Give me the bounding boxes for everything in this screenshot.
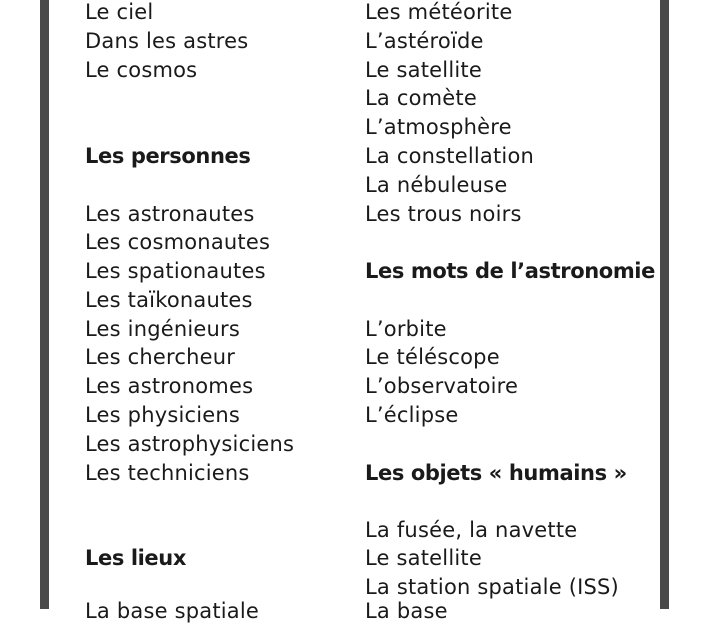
- list-item: Les physiciens: [85, 403, 241, 427]
- list-item: Les trous noirs: [365, 202, 522, 226]
- section-heading-places: Les lieux: [85, 546, 186, 570]
- list-item: L’orbite: [365, 317, 447, 341]
- section-heading-human-objects: Les objets « humains »: [365, 461, 627, 485]
- list-item: Les taïkonautes: [85, 288, 253, 312]
- list-item: La station spatiale (ISS): [365, 575, 619, 599]
- list-item: Les spationautes: [85, 259, 266, 283]
- list-item: L’atmosphère: [365, 115, 512, 139]
- list-item: L’astéroïde: [365, 29, 484, 53]
- list-item: La nébuleuse: [365, 173, 508, 197]
- list-item: Les astronautes: [85, 202, 255, 226]
- list-item: La constellation: [365, 144, 535, 168]
- list-item: Le cosmos: [85, 58, 198, 82]
- list-item: L’observatoire: [365, 374, 519, 398]
- list-item: La base spatiale: [85, 599, 260, 623]
- section-heading-people: Les personnes: [85, 144, 251, 168]
- list-item: La base: [365, 599, 448, 623]
- list-item: L’éclipse: [365, 403, 459, 427]
- list-item: Les astronomes: [85, 374, 254, 398]
- list-item: Les ingénieurs: [85, 317, 241, 341]
- list-item: La fusée, la navette: [365, 518, 578, 542]
- list-item: Le ciel: [85, 0, 154, 24]
- list-item: Les techniciens: [85, 461, 250, 485]
- list-item: Le satellite: [365, 58, 482, 82]
- list-item: Les chercheur: [85, 345, 236, 369]
- list-item: Les astrophysiciens: [85, 432, 295, 456]
- list-item: Dans les astres: [85, 29, 249, 53]
- right-border: [660, 0, 669, 609]
- left-border: [40, 0, 49, 609]
- list-item: Les cosmonautes: [85, 230, 271, 254]
- section-heading-astronomy: Les mots de l’astronomie: [365, 259, 655, 283]
- list-item: Le satellite: [365, 546, 482, 570]
- list-item: Les météorite: [365, 0, 513, 24]
- list-item: La comète: [365, 86, 477, 110]
- list-item: Le téléscope: [365, 345, 500, 369]
